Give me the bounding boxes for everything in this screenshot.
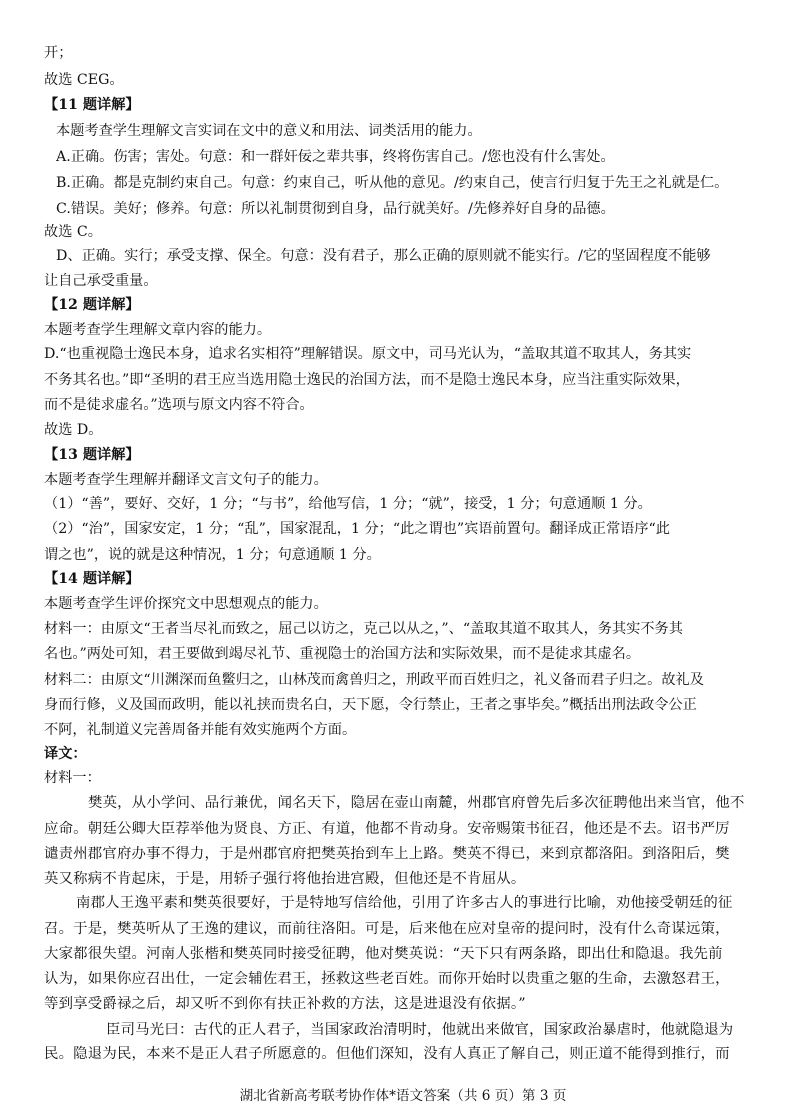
translation-line: 认为，如果你应召出仕，一定会辅佐君王，拯救这些老百姓。而你开始时以贵重之躯的生命，去激怒君王， [44, 971, 730, 987]
text-line: 材料二：由原文“川渊深而鱼鳖归之，山林茂而禽兽归之，刑政平而百姓归之，礼义备而君子归之。故礼及 [44, 672, 704, 688]
text-line: 故选 D。 [44, 422, 103, 438]
text-line: 材料一： [44, 770, 101, 786]
section-heading-13: 【13 题详解】 [44, 447, 140, 463]
text-line: 故选 C。 [44, 224, 102, 240]
text-line: （1）“善”，要好、交好，1 分；“与书”，给他写信，1 分；“就”，接受，1 分；句意通顺 1 分。 [44, 496, 652, 512]
text-line: （2）“治”，国家安定，1 分；“乱”，国家混乱，1 分；“此之谓也”宾语前置句。翻译成正常语序“此 [44, 521, 670, 537]
text-line: 开； [44, 45, 73, 61]
translation-line: 樊英，从小学问、品行兼优，闻名天下，隐居在壶山南麓，州郡官府曾先后多次征聘他出来当官，他不 [88, 795, 745, 811]
text-line: 本题考查学生理解并翻译文言文句子的能力。 [44, 472, 328, 488]
translation-heading: 译文： [44, 746, 87, 762]
section-heading-12: 【12 题详解】 [44, 297, 140, 313]
translation-line: 等到享受爵禄之后，却又听不到你有扶正补救的方法，这是进退没有依据。” [44, 996, 526, 1012]
text-line: 不阿，礼制道义完善周备并能有效实施两个方面。 [44, 722, 357, 738]
option-c: C.错误。美好；修养。句意：所以礼制贯彻到自身，品行就美好。/先修养好自身的品德。 [56, 201, 615, 217]
option-d: D、正确。实行；承受支撑、保全。句意：没有君子，那么正确的原则就不能实行。/它的坚固程度不能够 [56, 248, 711, 264]
translation-line: 谴责州郡官府办事不得力，于是州郡官府把樊英抬到车上上路。樊英不得已，来到京都洛阳。到洛阳后，樊 [44, 846, 730, 862]
text-line: 故选 CEG。 [44, 72, 124, 88]
text-line: 本题考查学生理解文章内容的能力。 [44, 322, 272, 338]
text-line: 让自己承受重量。 [44, 273, 158, 289]
translation-line: 召。于是，樊英听从了王逸的建议，而前往洛阳。可是，后来他在应对皇帝的提问时，没有什么奇谋远策， [44, 921, 730, 937]
translation-line: 英又称病不肯起床，于是，用轿子强行将他抬进宫殿，但他还是不肯屈从。 [44, 871, 526, 887]
text-line: D.“也重视隐士逸民本身，追求名实相符”理解错误。原文中，司马光认为，“盖取其道不取其人，务其实 [44, 346, 692, 362]
text-line: 身而行修，义及国而政明，能以礼挟而贵名白，天下愿，令行禁止，王者之事毕矣。”概括出刑法政令公正 [44, 697, 697, 713]
option-a: A.正确。伤害；害处。句意：和一群奸佞之辈共事，终将伤害自己。/您也没有什么害处。 [56, 149, 615, 165]
section-heading-11: 【11 题详解】 [44, 97, 140, 113]
text-line: 不务其名也。”即“圣明的君王应当选用隐士逸民的治国方法，而不是隐士逸民本身，应当注重实际效果， [44, 372, 690, 388]
text-line: 名也。”两处可知，君王要做到竭尽礼节、重视隐士的治国方法和实际效果，而不是徒求其虚名。 [44, 646, 641, 662]
text-line: 本题考查学生评价探究文中思想观点的能力。 [44, 596, 328, 612]
text-line: 本题考查学生理解文言实词在文中的意义和用法、词类活用的能力。 [56, 123, 482, 139]
section-heading-14: 【14 题详解】 [44, 571, 140, 587]
text-line: 谓之也”，说的就是这种情况，1 分；句意通顺 1 分。 [44, 547, 381, 563]
translation-line: 臣司马光曰：古代的正人君子，当国家政治清明时，他就出来做官，国家政治暴虐时，他就隐退为 [106, 1022, 734, 1038]
text-line: 而不是徒求虚名。”选项与原文内容不符合。 [44, 397, 314, 413]
text-line: 材料一：由原文“王者当尽礼而致之，屈己以访之，克己以从之，”、“盖取其道不取其人，务其实不务其 [44, 621, 683, 637]
page-footer: 湖北省新高考联考协作体*语文答案（共 6 页）第 3 页 [239, 1088, 567, 1104]
translation-line: 民。隐退为民，本来不是正人君子所愿意的。但他们深知，没有人真正了解自己，则正道不能得到推行，而 [44, 1046, 730, 1062]
translation-line: 大家都很失望。河南人张楷和樊英同时接受征聘，他对樊英说：“天下只有两条路，即出仕和隐退。我先前 [44, 946, 723, 962]
translation-line: 南郡人王逸平素和樊英很要好，于是特地写信给他，引用了许多古人的事进行比喻，劝他接受朝廷的征 [76, 895, 733, 911]
translation-line: 应命。朝廷公卿大臣荐举他为贤良、方正、有道，他都不肯动身。安帝赐策书征召，他还是不去。诏书严厉 [44, 821, 730, 837]
option-b: B.正确。都是克制约束自己。句意：约束自己，听从他的意见。/约束自己，使言行归复于先王之礼就是仁。 [56, 175, 729, 191]
